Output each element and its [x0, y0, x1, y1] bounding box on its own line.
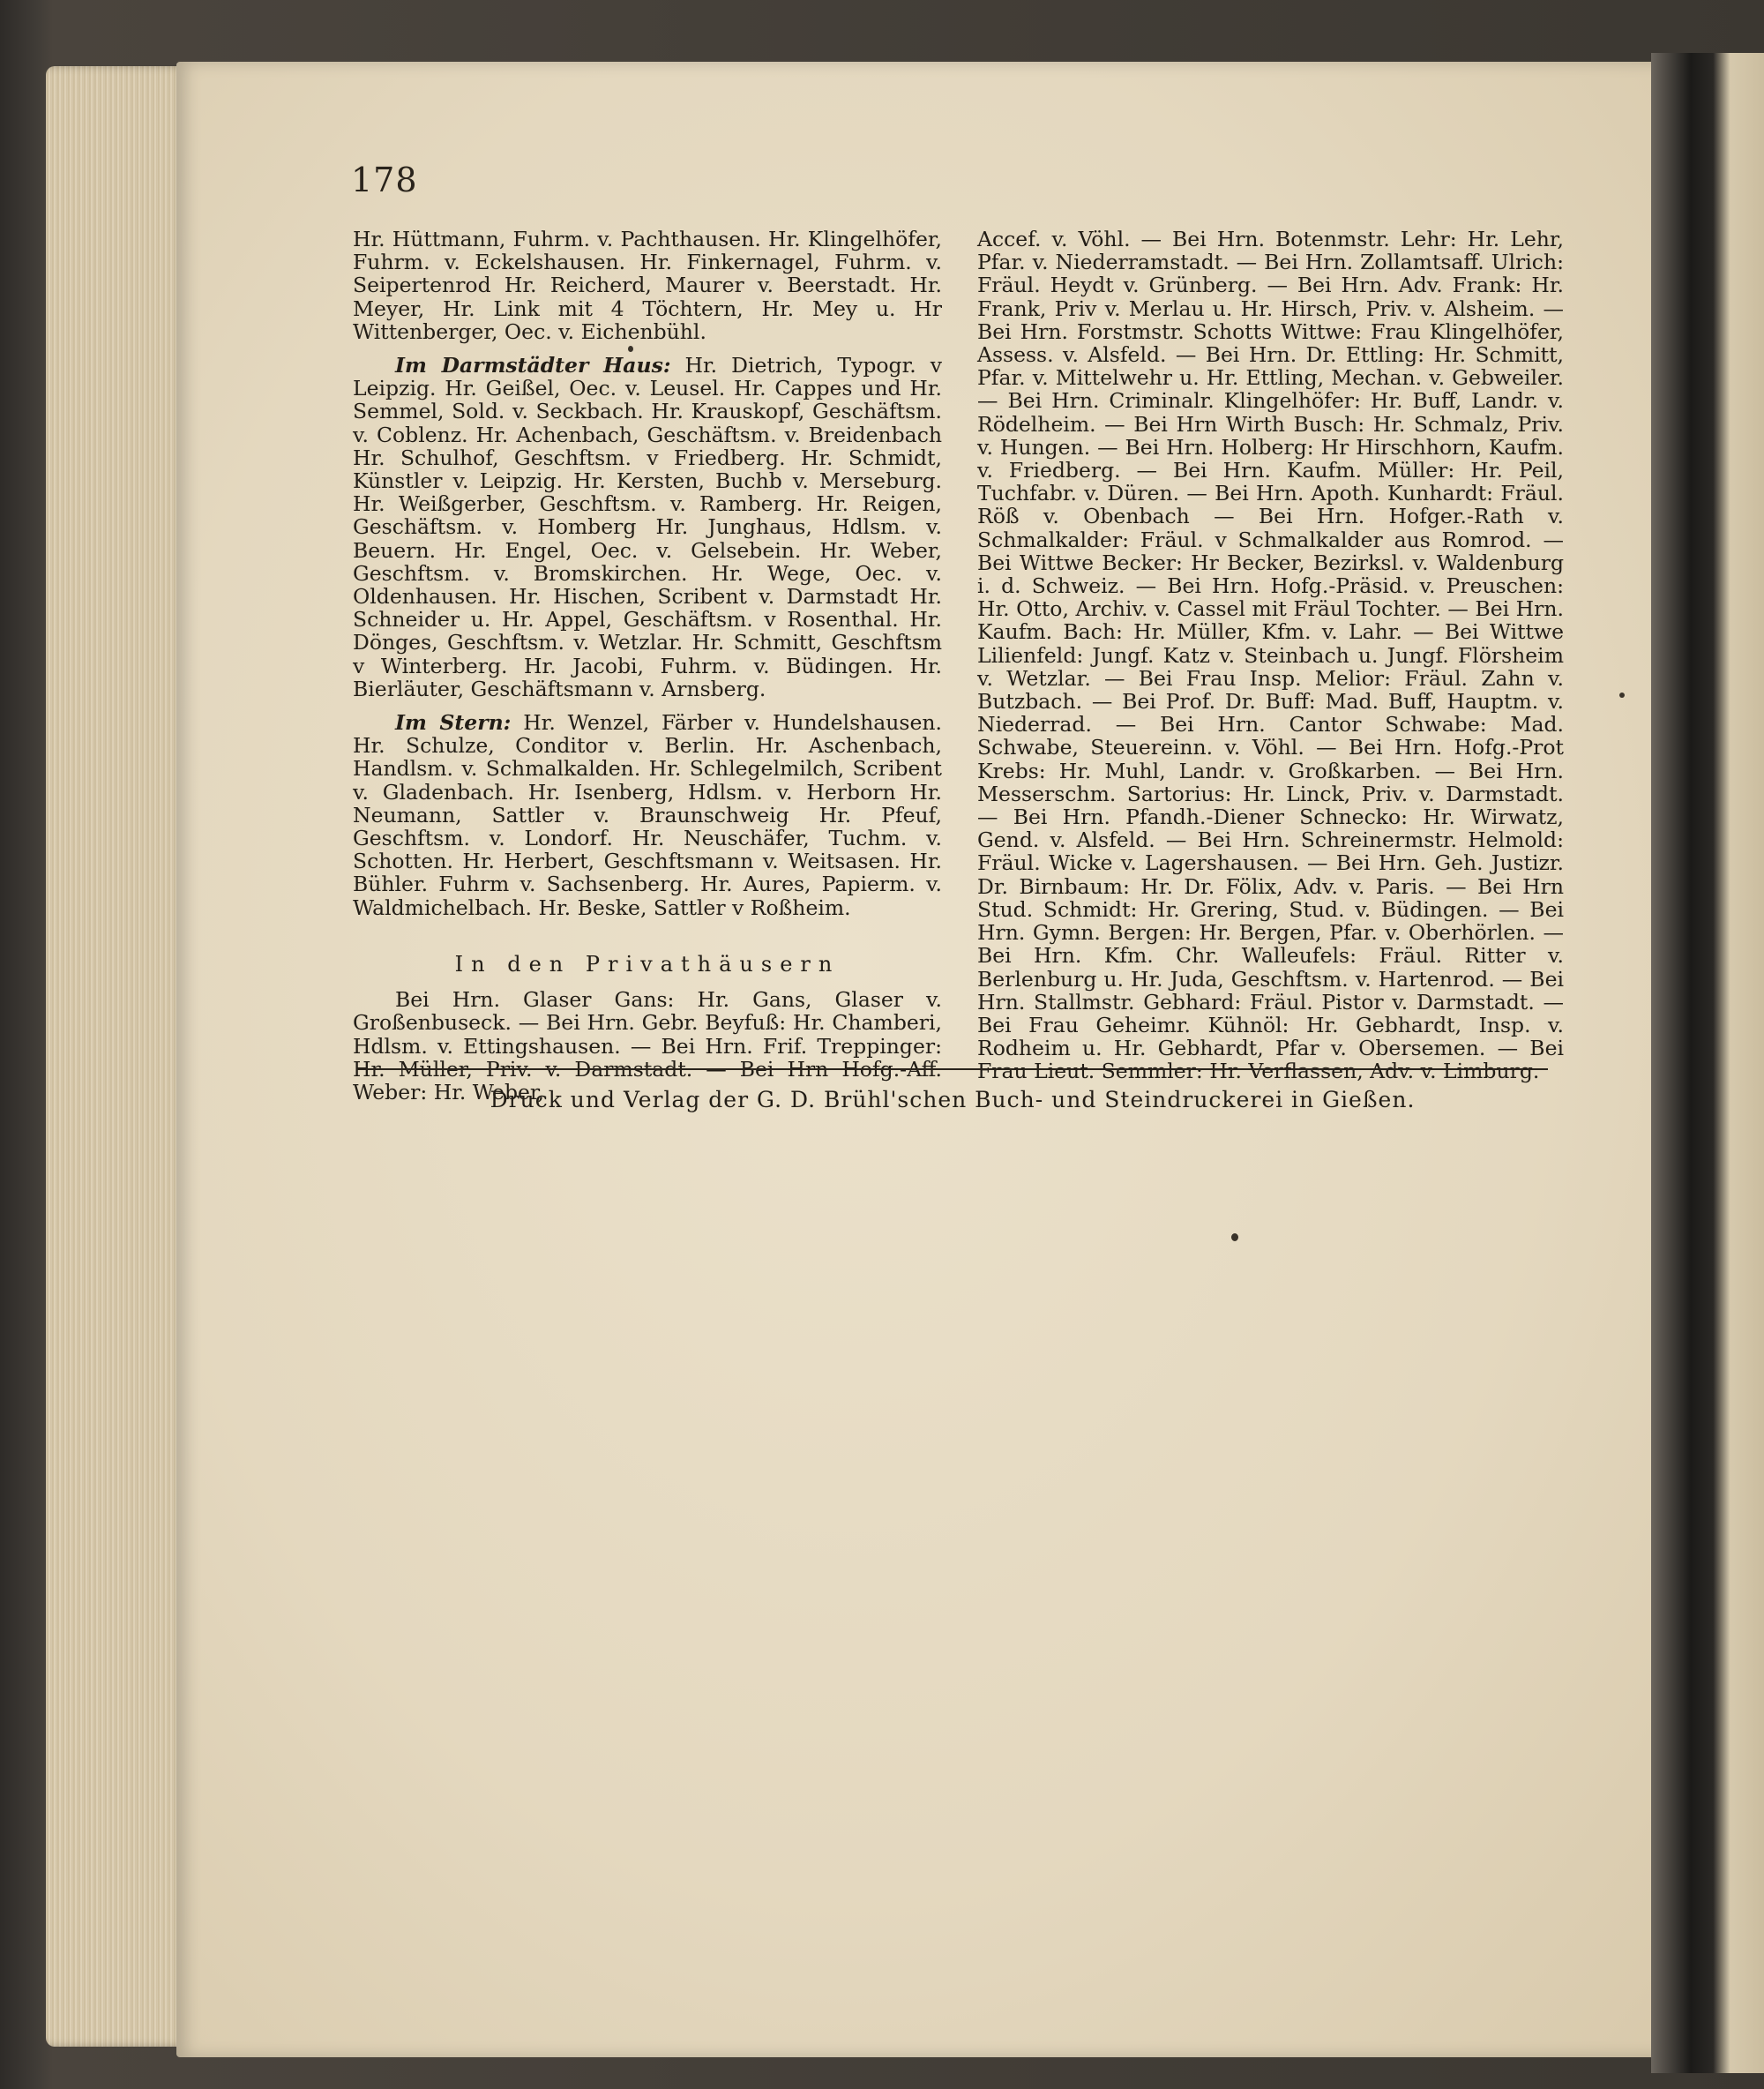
- ink-speck: [1231, 1233, 1238, 1241]
- paragraph-text: Hr. Hüttmann, Fuhrm. v. Pachthausen. Hr. Klingelhöfer, Fuhrm. v. Eckelshausen. Hr. Finkernagel, Fuhrm. v. Seipertenrod Hr. Reicherd, Maurer v. Beerstadt. Hr. Meyer, Hr. Link mit 4 Töchtern, Hr. Mey u. Hr Wittenberger, Oec. v. Eichenbühl.: [353, 227, 942, 344]
- page-number: 178: [351, 161, 418, 199]
- book-gutter: [1651, 53, 1764, 2073]
- paragraph-darmstaedter-haus: [353, 354, 942, 700]
- paragraph-private-houses: Bei Hrn. Glaser Gans: Hr. Gans, Glaser v. Großenbuseck. — Bei Hrn. Gebr. Beyfuß: Hr. Chamberi, Hdlsm. v. Ettingshausen. — Bei Hrn. Frif. Treppinger: Hr. Müller, Priv. v. Darmstadt. — Bei Hrn Hofg.-Aff. Weber: Hr. Weber,: [353, 987, 942, 1104]
- ink-speck: [1619, 693, 1625, 698]
- paragraph-stern: [353, 711, 942, 919]
- paragraph-lead: Im Darmstädter Haus:: [395, 353, 671, 378]
- paragraph-text: Hr. Wenzel, Färber v. Hundelshausen. Hr. Schulze, Conditor v. Berlin. Hr. Aschenbach, Handlsm. v. Schmalkalden. Hr. Schlegelmilch, Scribent v. Gladenbach. Hr. Isenberg, Hdlsm. v. Herborn Hr. Neumann, Sattler v. Braunschweig Hr. Pfeuf, Geschftsm. v. Londorf. Hr. Neuschäfer, Tuchm. v. Schotten. Hr. Herbert, Geschftsmann v. Weitsasen. Hr. Bühler. Fuhrm v. Sachsenberg. Hr. Aures, Papierm. v. Waldmichelbach. Hr. Beske, Sattler v Roßheim.: [353, 710, 942, 920]
- footer-rule: [357, 1068, 1548, 1070]
- left-column: [353, 228, 942, 1114]
- paragraph-text: Hr. Dietrich, Typogr. v Leipzig. Hr. Geißel, Oec. v. Leusel. Hr. Cappes und Hr. Semmel, Sold. v. Seckbach. Hr. Krauskopf, Geschäftsm. v. Coblenz. Hr. Achenbach, Geschäftsm. v. Breidenbach Hr. Schulhof, Geschftsm. v Friedberg. Hr. Schmidt, Künstler v. Leipzig. Hr. Kersten, Buchb v. Merseburg. Hr. Weißgerber, Geschftsm. v. Ramberg. Hr. Reigen, Geschäftsm. v. Homberg Hr. Junghaus, Hdlsm. v. Beuern. Hr. Engel, Oec. v. Gelsebein. Hr. Weber, Geschftsm. v. Bromskirchen. Hr. Wege, Oec. v. Oldenhausen. Hr. Hischen, Scribent v. Darmstadt Hr. Schneider u. Hr. Appel, Geschäftsm. v Rosenthal. Hr. Dönges, Geschftsm. v. Wetzlar. Hr. Schmitt, Geschftsm v Winterberg. Hr. Jacobi, Fuhrm. v. Büdingen. Hr. Bierläuter, Geschäftsmann v. Arnsberg.: [353, 353, 942, 701]
- ink-speck: [628, 346, 633, 352]
- paragraph-opening: [353, 228, 942, 343]
- page-stack-edge: [46, 66, 187, 2047]
- right-column: [977, 228, 1564, 1094]
- imprint-line: Druck und Verlag der G. D. Brühl'schen Buch- und Steindruckerei in Gießen.: [490, 1087, 1416, 1112]
- paragraph-lead: Im Stern:: [395, 710, 512, 736]
- section-heading: In den Privathäusern: [454, 951, 841, 977]
- paragraph-private-houses-continued: Accef. v. Vöhl. — Bei Hrn. Botenmstr. Lehr: Hr. Lehr, Pfar. v. Niederramstadt. — Bei Hrn. Zollamtsaff. Ulrich: Fräul. Heydt v. Grünberg. — Bei Hrn. Adv. Frank: Hr. Frank, Priv v. Merlau u. Hr. Hirsch, Priv. v. Alsheim. — Bei Hrn. Forstmstr. Schotts Wittwe: Frau Klingelhöfer, Assess. v. Alsfeld. — Bei Hrn. Dr. Ettling: Hr. Schmitt, Pfar. v. Mittelwehr u. Hr. Ettling, Mechan. v. Gebweiler. — Bei Hrn. Criminalr. Klingelhöfer: Hr. Buff, Landr. v. Rödelheim. — Bei Hrn Wirth Busch: Hr. Schmalz, Priv. v. Hungen. — Bei Hrn. Holberg: Hr Hirschhorn, Kaufm. v. Friedberg. — Bei Hrn. Kaufm. Müller: Hr. Peil, Tuchfabr. v. Düren. — Bei Hrn. Apoth. Kunhardt: Fräul. Röß v. Obenbach — Bei Hrn. Hofger.-Rath v. Schmalkalder: Fräul. v Schmalkalder aus Romrod. — Bei Wittwe Becker: Hr Becker, Bezirksl. v. Waldenburg i. d. Schweiz. — Bei Hrn. Hofg.-Präsid. v. Preuschen: Hr. Otto, Archiv. v. Cassel mit Fräul Tochter. — Bei Hrn. Kaufm. Bach: Hr. Müller, Kfm. v. Lahr. — Bei Wittwe Lilienfeld: Jungf. Katz v. Steinbach u. Jungf. Flörsheim v. Wetzlar. — Bei Frau Insp. Melior: Fräul. Zahn v. Butzbach. — Bei Prof. Dr. Buff: Mad. Buff, Hauptm. v. Niederrad. — Bei Hrn. Cantor Schwabe: Mad. Schwabe, Steuereinn. v. Vöhl. — Bei Hrn. Hofg.-Prot Krebs: Hr. Muhl, Landr. v. Großkarben. — Bei Hrn. Messerschm. Sartorius: Hr. Linck, Priv. v. Darmstadt. — Bei Hrn. Pfandh.-Diener Schnecko: Hr. Wirwatz, Gend. v. Alsfeld. — Bei Hrn. Schreinermstr. Helmold: Fräul. Wicke v. Lagershausen. — Bei Hrn. Geh. Justizr. Dr. Birnbaum: Hr. Dr. Fölix, Adv. v. Paris. — Bei Hrn Stud. Schmidt: Hr. Grering, Stud. v. Büdingen. — Bei Hrn. Gymn. Bergen: Hr. Bergen, Pfar. v. Oberhörlen. — Bei Hrn. Kfm. Chr. Walleufels: Fräul. Ritter v. Berlenburg u. Hr. Juda, Geschftsm. v. Hartenrod. — Bei Hrn. Stallmstr. Gebhard: Fräul. Pistor v. Darmstadt. — Bei Frau Geheimr. Kühnöl: Hr. Gebhardt, Insp. v. Rodheim u. Hr. Gebhardt, Pfar v. Obersemen. — Bei Frau Lieut. Semmler: Hr. Verflassen, Adv. v. Limburg.: [977, 227, 1564, 1084]
